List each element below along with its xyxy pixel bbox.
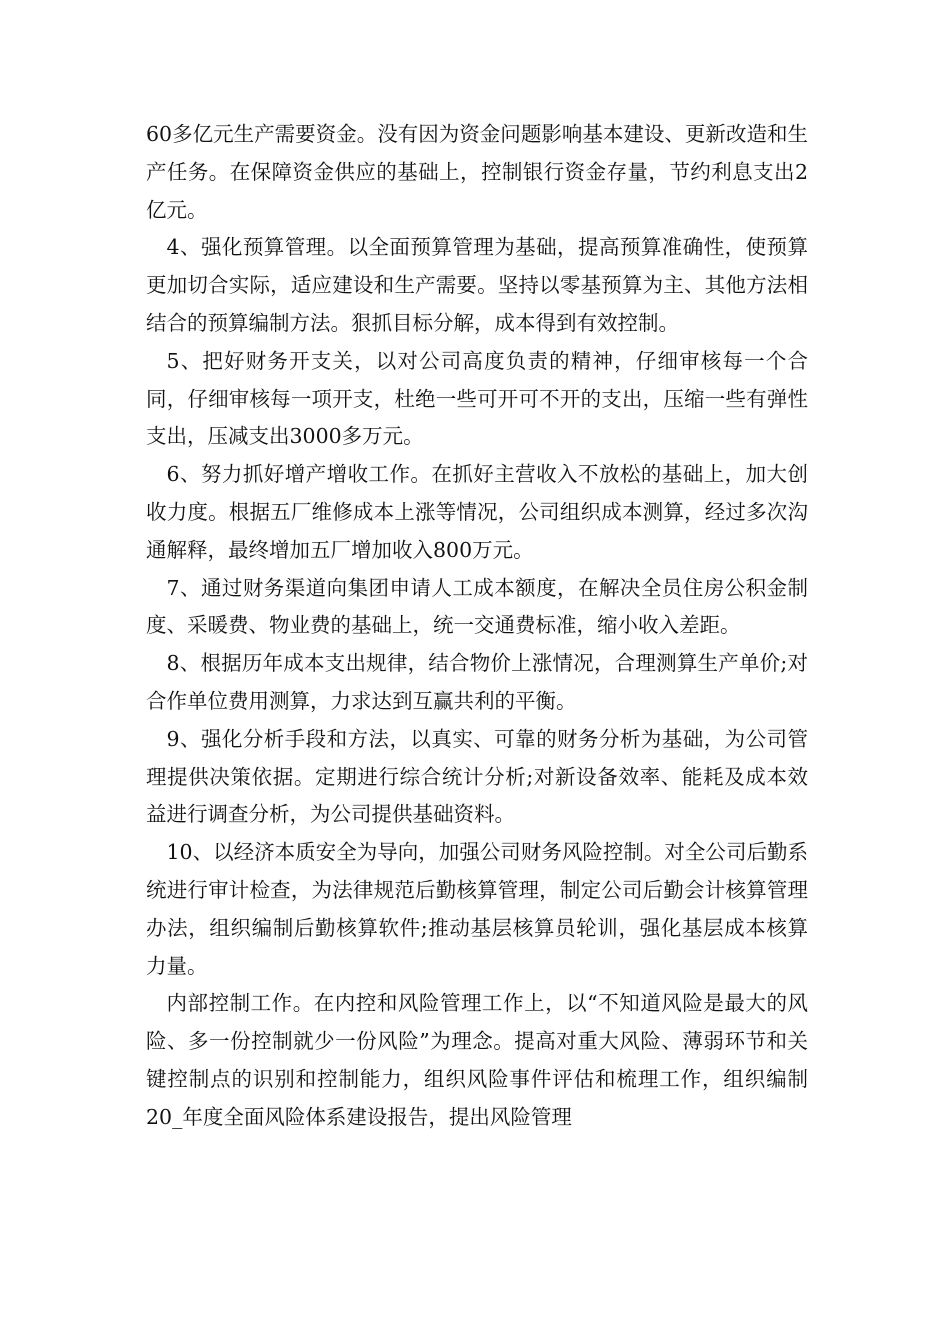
paragraph-item-7-labor-cost: 7、通过财务渠道向集团申请人工成本额度，在解决全员住房公积金制度、采暖费、物业费的基础上，统一交通费标准，缩小收入差距。 <box>146 575 808 638</box>
paragraph-item-4-budget: 4、强化预算管理。以全面预算管理为基础，提高预算准确性，使预算更加切合实际，适应建设和生产需要。坚持以零基预算为主、其他方法相结合的预算编制方法。狠抓目标分解，成本得到有效控制。 <box>146 235 808 335</box>
paragraph-item-5-expenses: 5、把好财务开支关，以对公司高度负责的精神，仔细审核每一个合同，仔细审核每一项开支，杜绝一些可开可不开的支出，压缩一些有弹性支出，压减支出3000多万元。 <box>146 348 808 449</box>
paragraph-funding: 60多亿元生产需要资金。没有因为资金问题影响基本建设、更新改造和生产任务。在保障资金供应的基础上，控制银行资金存量，节约利息支出2亿元。 <box>146 122 808 222</box>
paragraph-item-8-unit-price: 8、根据历年成本支出规律，结合物价上涨情况，合理测算生产单价;对合作单位费用测算，力求达到互赢共利的平衡。 <box>146 651 808 713</box>
paragraph-item-6-revenue: 6、努力抓好增产增收工作。在抓好主营收入不放松的基础上，加大创收力度。根据五厂维修成本上涨等情况，公司组织成本测算，经过多次沟通解释，最终增加五厂增加收入800万元。 <box>146 462 808 562</box>
document-body <box>146 116 808 1137</box>
paragraph-internal-control: 内部控制工作。在内控和风险管理工作上，以“不知道风险是最大的风险、多一份控制就少一份风险”为理念。提高对重大风险、薄弱环节和关键控制点的识别和控制能力，组织风险事件评估和梳理工作，组织编制20_年度全面风险体系建设报告，提出风险管理 <box>146 991 808 1129</box>
paragraph-item-10-risk-control: 10、以经济本质安全为导向，加强公司财务风险控制。对全公司后勤系统进行审计检查，为法律规范后勤核算管理，制定公司后勤会计核算管理办法，组织编制后勤核算软件;推动基层核算员轮训，强化基层成本核算力量。 <box>146 840 808 978</box>
paragraph-item-9-analysis: 9、强化分析手段和方法，以真实、可靠的财务分析为基础，为公司管理提供决策依据。定期进行综合统计分析;对新设备效率、能耗及成本效益进行调查分析，为公司提供基础资料。 <box>146 726 808 827</box>
